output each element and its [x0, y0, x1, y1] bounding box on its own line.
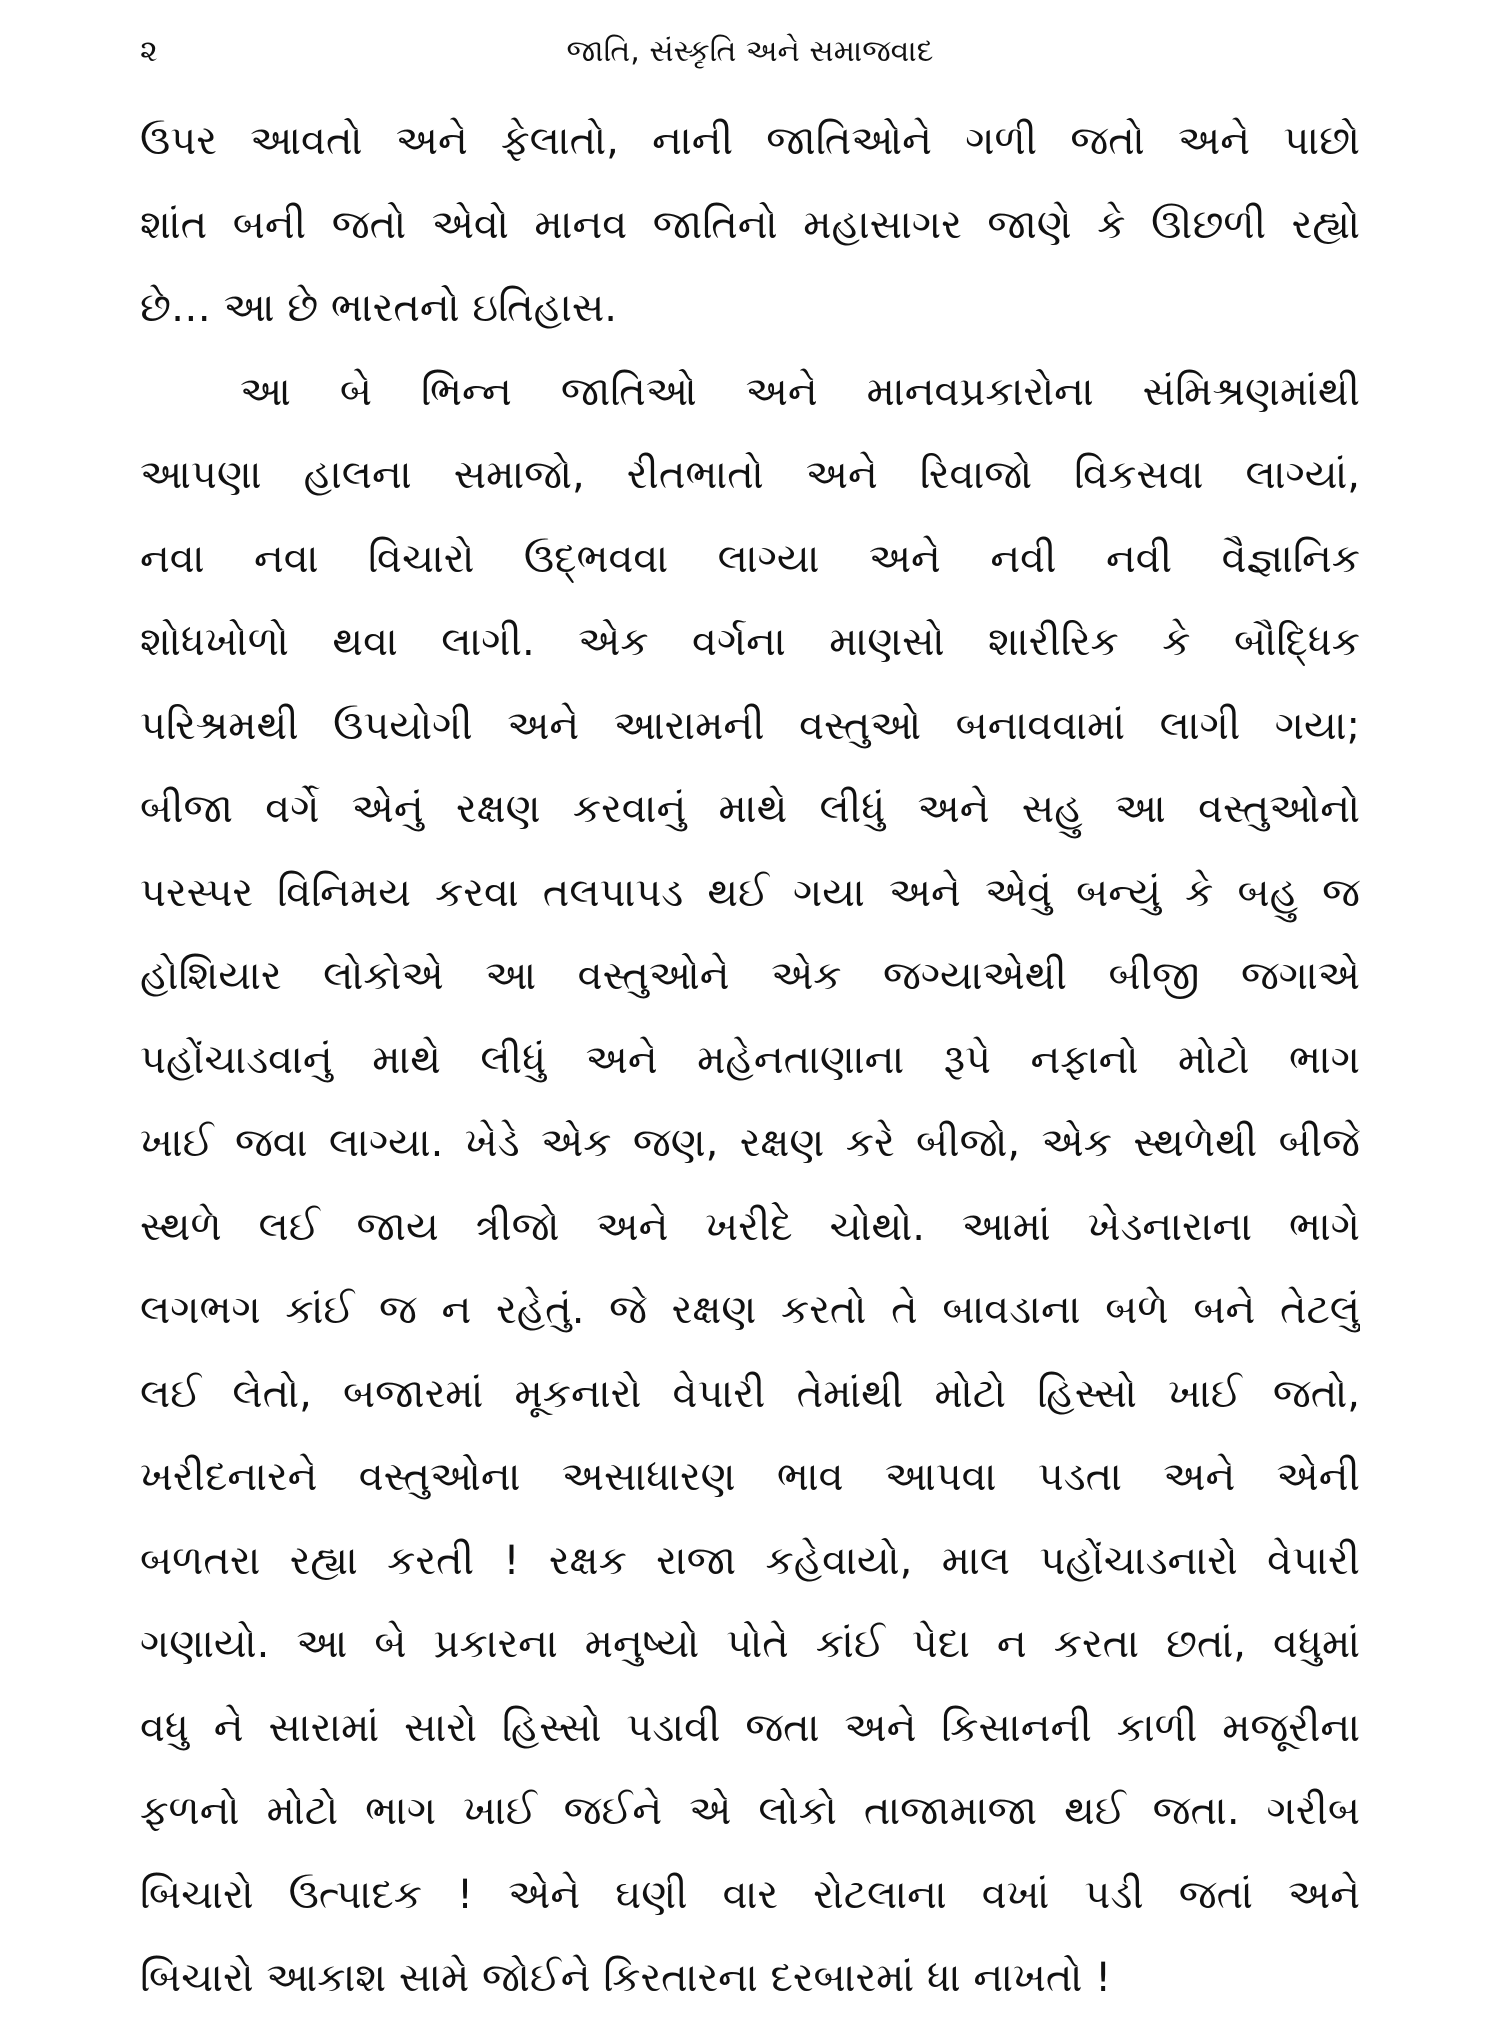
text-line: બળતરા રહ્યા કરતી ! રક્ષક રાજા કહેવાયો, માલ પહોંચાડનારો વેપારી [140, 1537, 1360, 1584]
text-line: પહોંચાડવાનું માથે લીધું અને મહેનતાણાના રૂપે નફાનો મોટો ભાગ [140, 1036, 1360, 1083]
text-line: ખાઈ જવા લાગ્યા. ખેડે એક જણ, રક્ષણ કરે બીજો, એક સ્થળેથી બીજે [140, 1120, 1360, 1166]
page-number: ૨ [140, 34, 158, 69]
text-line: શાંત બની જતો એવો માનવ જાતિનો મહાસાગર જાણે કે ઊછળી રહ્યો [140, 201, 1360, 248]
paragraph-2 [140, 351, 1360, 2021]
paragraph-1 [140, 100, 1360, 351]
text-line: સ્થળે લઈ જાય ત્રીજો અને ખરીદે ચોથો. આમાં ખેડનારાના ભાગે [140, 1203, 1360, 1250]
text-line: વધુ ને સારામાં સારો હિસ્સો પડાવી જતા અને કિસાનની કાળી મજૂરીના [140, 1704, 1360, 1751]
text-line: બિચારો ઉત્પાદક ! એને ઘણી વાર રોટલાના વખાં પડી જતાં અને [140, 1871, 1360, 1918]
text-line: છે… આ છે ભારતનો ઇતિહાસ. [140, 285, 618, 331]
running-header [140, 22, 1360, 82]
text-line: ગણાયો. આ બે પ્રકારના મનુષ્યો પોતે કાંઈ પેદા ન કરતા છતાં, વધુમાં [140, 1621, 1360, 1667]
text-line: હોશિયાર લોકોએ આ વસ્તુઓને એક જગ્યાએથી બીજી જગાએ [140, 953, 1360, 999]
text-line: ખરીદનારને વસ્તુઓના અસાધારણ ભાવ આપવા પડતા અને એની [140, 1454, 1360, 1500]
text-line: લગભગ કાંઈ જ ન રહેતું. જે રક્ષણ કરતો તે બાવડાના બળે બને તેટલું [140, 1287, 1360, 1333]
text-line: બીજા વર્ગે એનું રક્ષણ કરવાનું માથે લીધું અને સહુ આ વસ્તુઓનો [140, 786, 1360, 832]
text-line: આપણા હાલના સમાજો, રીતભાતો અને રિવાજો વિકસવા લાગ્યાં, [140, 452, 1360, 498]
text-line: ફળનો મોટો ભાગ ખાઈ જઈને એ લોકો તાજામાજા થઈ જતા. ગરીબ [140, 1788, 1360, 1834]
text-line: બિચારો આકાશ સામે જોઈને કિરતારના દરબારમાં ધા નાખતો ! [140, 1955, 1112, 2001]
text-line: આ બે ભિન્ન જાતિઓ અને માનવપ્રકારોના સંમિશ્રણમાંથી [240, 368, 1360, 415]
text-line: નવા નવા વિચારો ઉદ્ભવવા લાગ્યા અને નવી નવી વૈજ્ઞાનિક [140, 535, 1360, 582]
text-line: લઈ લેતો, બજારમાં મૂકનારો વેપારી તેમાંથી મોટો હિસ્સો ખાઈ જતો, [140, 1370, 1360, 1417]
text-line: પરસ્પર વિનિમય કરવા તલપાપડ થઈ ગયા અને એવું બન્યું કે બહુ જ [140, 869, 1360, 916]
text-line: શોધખોળો થવા લાગી. એક વર્ગના માણસો શારીરિક કે બૌદ્ધિક [140, 619, 1360, 665]
text-line: ઉપર આવતો અને ફેલાતો, નાની જાતિઓને ગળી જતો અને પાછો [140, 118, 1360, 164]
running-title: જાતિ, સંસ્કૃતિ અને સમાજવાદ [566, 34, 934, 69]
text-line: પરિશ્રમથી ઉપયોગી અને આરામની વસ્તુઓ બનાવવામાં લાગી ગયા; [140, 702, 1360, 749]
body-text [140, 100, 1360, 2021]
